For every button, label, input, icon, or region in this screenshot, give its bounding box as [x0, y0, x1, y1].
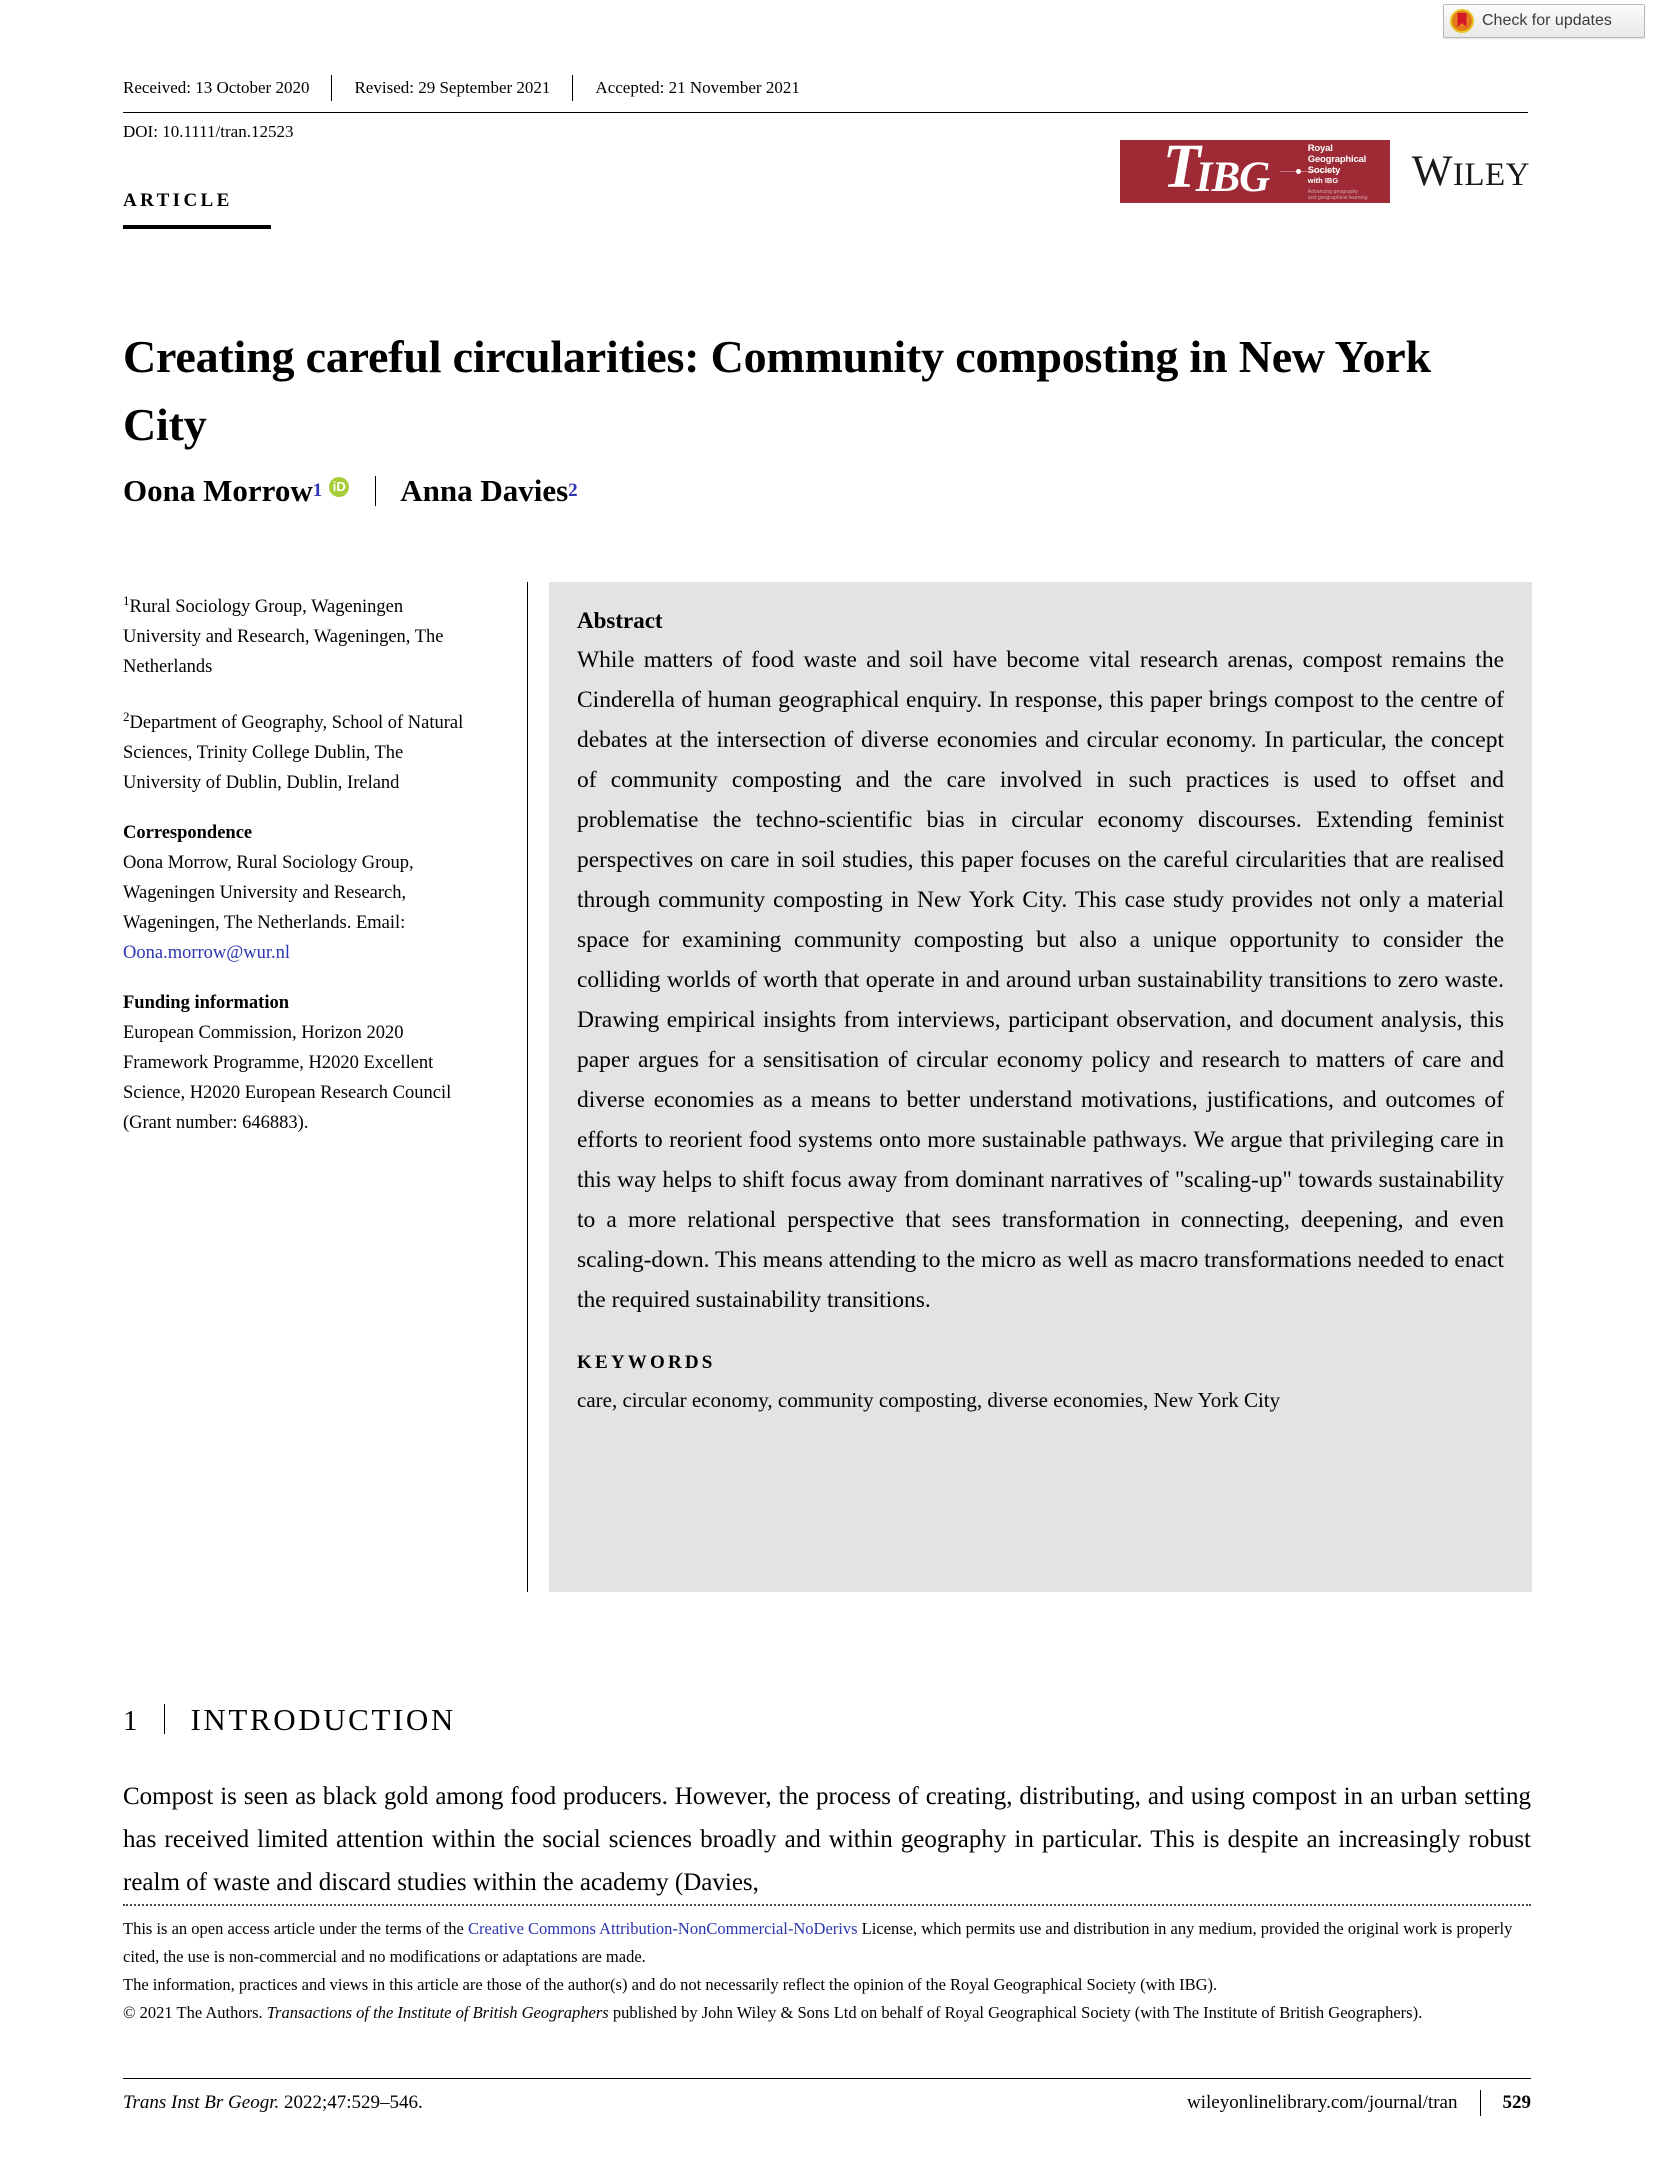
- article-type-rule: [123, 225, 271, 229]
- affiliation-2: [123, 702, 483, 798]
- crossmark-icon: [1450, 9, 1474, 33]
- license-text-before: This is an open access article under the terms of the: [123, 1919, 469, 1938]
- tbg-logo-t: T: [1162, 140, 1201, 201]
- history-divider: [331, 75, 332, 101]
- funding-heading: Funding information: [123, 993, 290, 1014]
- rgs-society-text: Royal Geographical Society: [1307, 143, 1367, 176]
- correspondence-text: Oona Morrow, Rural Sociology Group, Wageningen University and Research, Wageningen, The Netherlands.: [123, 853, 414, 934]
- author-name-1[interactable]: Oona Morrow: [123, 473, 313, 508]
- correspondence-block: [123, 818, 483, 968]
- affiliation-1-text: Rural Sociology Group, Wageningen University and Research, Wageningen, The Netherlands: [123, 597, 444, 678]
- with-ibg-text: with IBG: [1307, 176, 1339, 185]
- footnotes-block: [123, 1915, 1531, 2027]
- disclaimer-footnote: The information, practices and views in this article are those of the author(s) and do not necessarily reflect the opinion of the Royal Geographical Society (with IBG).: [123, 1975, 1218, 1994]
- page-footer: [123, 2090, 1531, 2116]
- footer-right-group: [1187, 2090, 1531, 2116]
- copyright-footnote: [123, 1999, 1531, 2027]
- orcid-icon[interactable]: iD: [329, 477, 349, 497]
- revised-date: Revised: 29 September 2021: [354, 78, 551, 97]
- section-heading-divider: [164, 1704, 165, 1734]
- license-text-after: License, which permits use and distribution in any medium, provided the original work is properly cited, the use is non-commercial and no modifications or adaptations are made.: [123, 1919, 1513, 1966]
- check-for-updates-badge[interactable]: [1443, 4, 1645, 38]
- rgs-tagline: Advancing geography and geographical learning: [1307, 189, 1368, 202]
- copyright-text-after: published by John Wiley & Sons Ltd on behalf of Royal Geographical Society (with The Institute of British Geographers).: [608, 2003, 1423, 2022]
- tbg-logo: [1120, 140, 1390, 203]
- affiliation-marker-1: 1: [123, 593, 130, 608]
- license-link[interactable]: Creative Commons Attribution-NonCommercial-NoDerivs: [468, 1919, 858, 1938]
- author-affiliation-marker-2: 2: [568, 480, 578, 501]
- author-affiliation-marker-1: 1: [312, 480, 323, 501]
- affiliation-marker-2: 2: [123, 709, 130, 725]
- footer-divider: [1480, 2090, 1481, 2116]
- keywords-text: care, circular economy, community composting, diverse economies, New York City: [577, 1388, 1281, 1412]
- correspondence-email-link[interactable]: Oona.morrow@wur.nl: [123, 943, 291, 964]
- keywords-heading: KEYWORDS: [577, 1352, 716, 1373]
- footer-journal-name: Trans Inst Br Geogr.: [123, 2092, 280, 2113]
- section-number: 1: [123, 1705, 138, 1737]
- footnote-rule: [123, 1904, 1531, 1906]
- abstract-text: While matters of food waste and soil have become vital research arenas, compost remains the Cinderella of human geographical enquiry. In response, this paper brings compost to the centre of debates at the intersection of diverse economies and circular economy. In particular, the concept of community composting and the care involved in such practices is used to offset and problematise the techno-scientific bias in circular economy discourses. Extending feminist perspectives on care in soil studies, this paper focuses on the careful circularities that are realised through community composting in New York City. This case study provides not only a material space for examining community composting but also a unique opportunity to consider the colliding worlds of worth that operate in and around urban sustainability transitions to zero waste. Drawing empirical insights from interviews, participant observation, and document analysis, this paper argues for a sensitisation of circular economy policy and research to matters of care and diverse economies as a means to better understand motivations, justifications, and outcomes of efforts to reorient food systems onto more sustainable pathways. We argue that privileging care in this way helps to shift focus away from dominant narratives of "scaling-up" towards sustainability to a more relational perspective that sees transformation in connecting, deepening, and even scaling-down. This means attending to the micro as well as macro transformations needed to enact the required sustainability transitions.: [577, 647, 1504, 1313]
- footer-citation-detail: 2022;47:529–546.: [279, 2092, 423, 2113]
- page-title: Creating careful circularities: Community composting in New York City: [123, 330, 1431, 450]
- section-title: INTRODUCTION: [190, 1702, 456, 1737]
- accepted-date: Accepted: 21 November 2021: [595, 78, 800, 97]
- author-separator: [375, 476, 376, 506]
- footer-citation: [123, 2092, 423, 2114]
- history-divider: [572, 75, 573, 101]
- license-footnote: [123, 1915, 1531, 1971]
- copyright-journal-name: Transactions of the Institute of British Geographers: [266, 2003, 609, 2022]
- affiliation-2-text: Department of Geography, School of Natural Sciences, Trinity College Dublin, The University of Dublin, Dublin, Ireland: [123, 713, 464, 794]
- check-for-updates-label: Check for updates: [1482, 12, 1612, 29]
- affiliation-1: [123, 586, 483, 682]
- author-list: [123, 473, 578, 509]
- section-heading: [123, 1700, 456, 1738]
- abstract-divider-rule: [527, 582, 528, 1592]
- abstract-box: [549, 582, 1532, 1592]
- abstract-heading: Abstract: [577, 608, 663, 633]
- tbg-logo-ibg: IBG: [1195, 154, 1270, 201]
- article-type-label: ARTICLE: [123, 190, 233, 211]
- tbg-logo-dot: [1296, 169, 1301, 174]
- wiley-logo: WILEY: [1411, 148, 1530, 195]
- publication-history: [123, 75, 1528, 101]
- page-number: 529: [1502, 2092, 1531, 2113]
- history-rule: [123, 112, 1528, 113]
- footer-rule: [123, 2078, 1531, 2079]
- received-date: Received: 13 October 2020: [123, 78, 310, 97]
- author-meta-column: [123, 586, 483, 1158]
- introduction-paragraph: Compost is seen as black gold among food producers. However, the process of creating, distributing, and using compost in an urban setting has received limited attention within the social sciences broadly and within geography in particular. This is despite an increasingly robust realm of waste and discard studies within the academy (Davies,: [123, 1783, 1531, 1896]
- footer-journal-url[interactable]: wileyonlinelibrary.com/journal/tran: [1187, 2092, 1458, 2113]
- copyright-text-before: © 2021 The Authors.: [123, 2003, 267, 2022]
- funding-block: [123, 988, 483, 1138]
- journal-logo-block: [1120, 140, 1530, 203]
- author-name-2[interactable]: Anna Davies: [400, 473, 569, 508]
- doi-text[interactable]: DOI: 10.1111/tran.12523: [123, 122, 294, 141]
- correspondence-heading: Correspondence: [123, 823, 253, 844]
- correspondence-email-label: Email:: [355, 913, 406, 934]
- funding-text: European Commission, Horizon 2020 Framework Programme, H2020 Excellent Science, H2020 European Research Council (Grant number: 646883).: [123, 1023, 452, 1134]
